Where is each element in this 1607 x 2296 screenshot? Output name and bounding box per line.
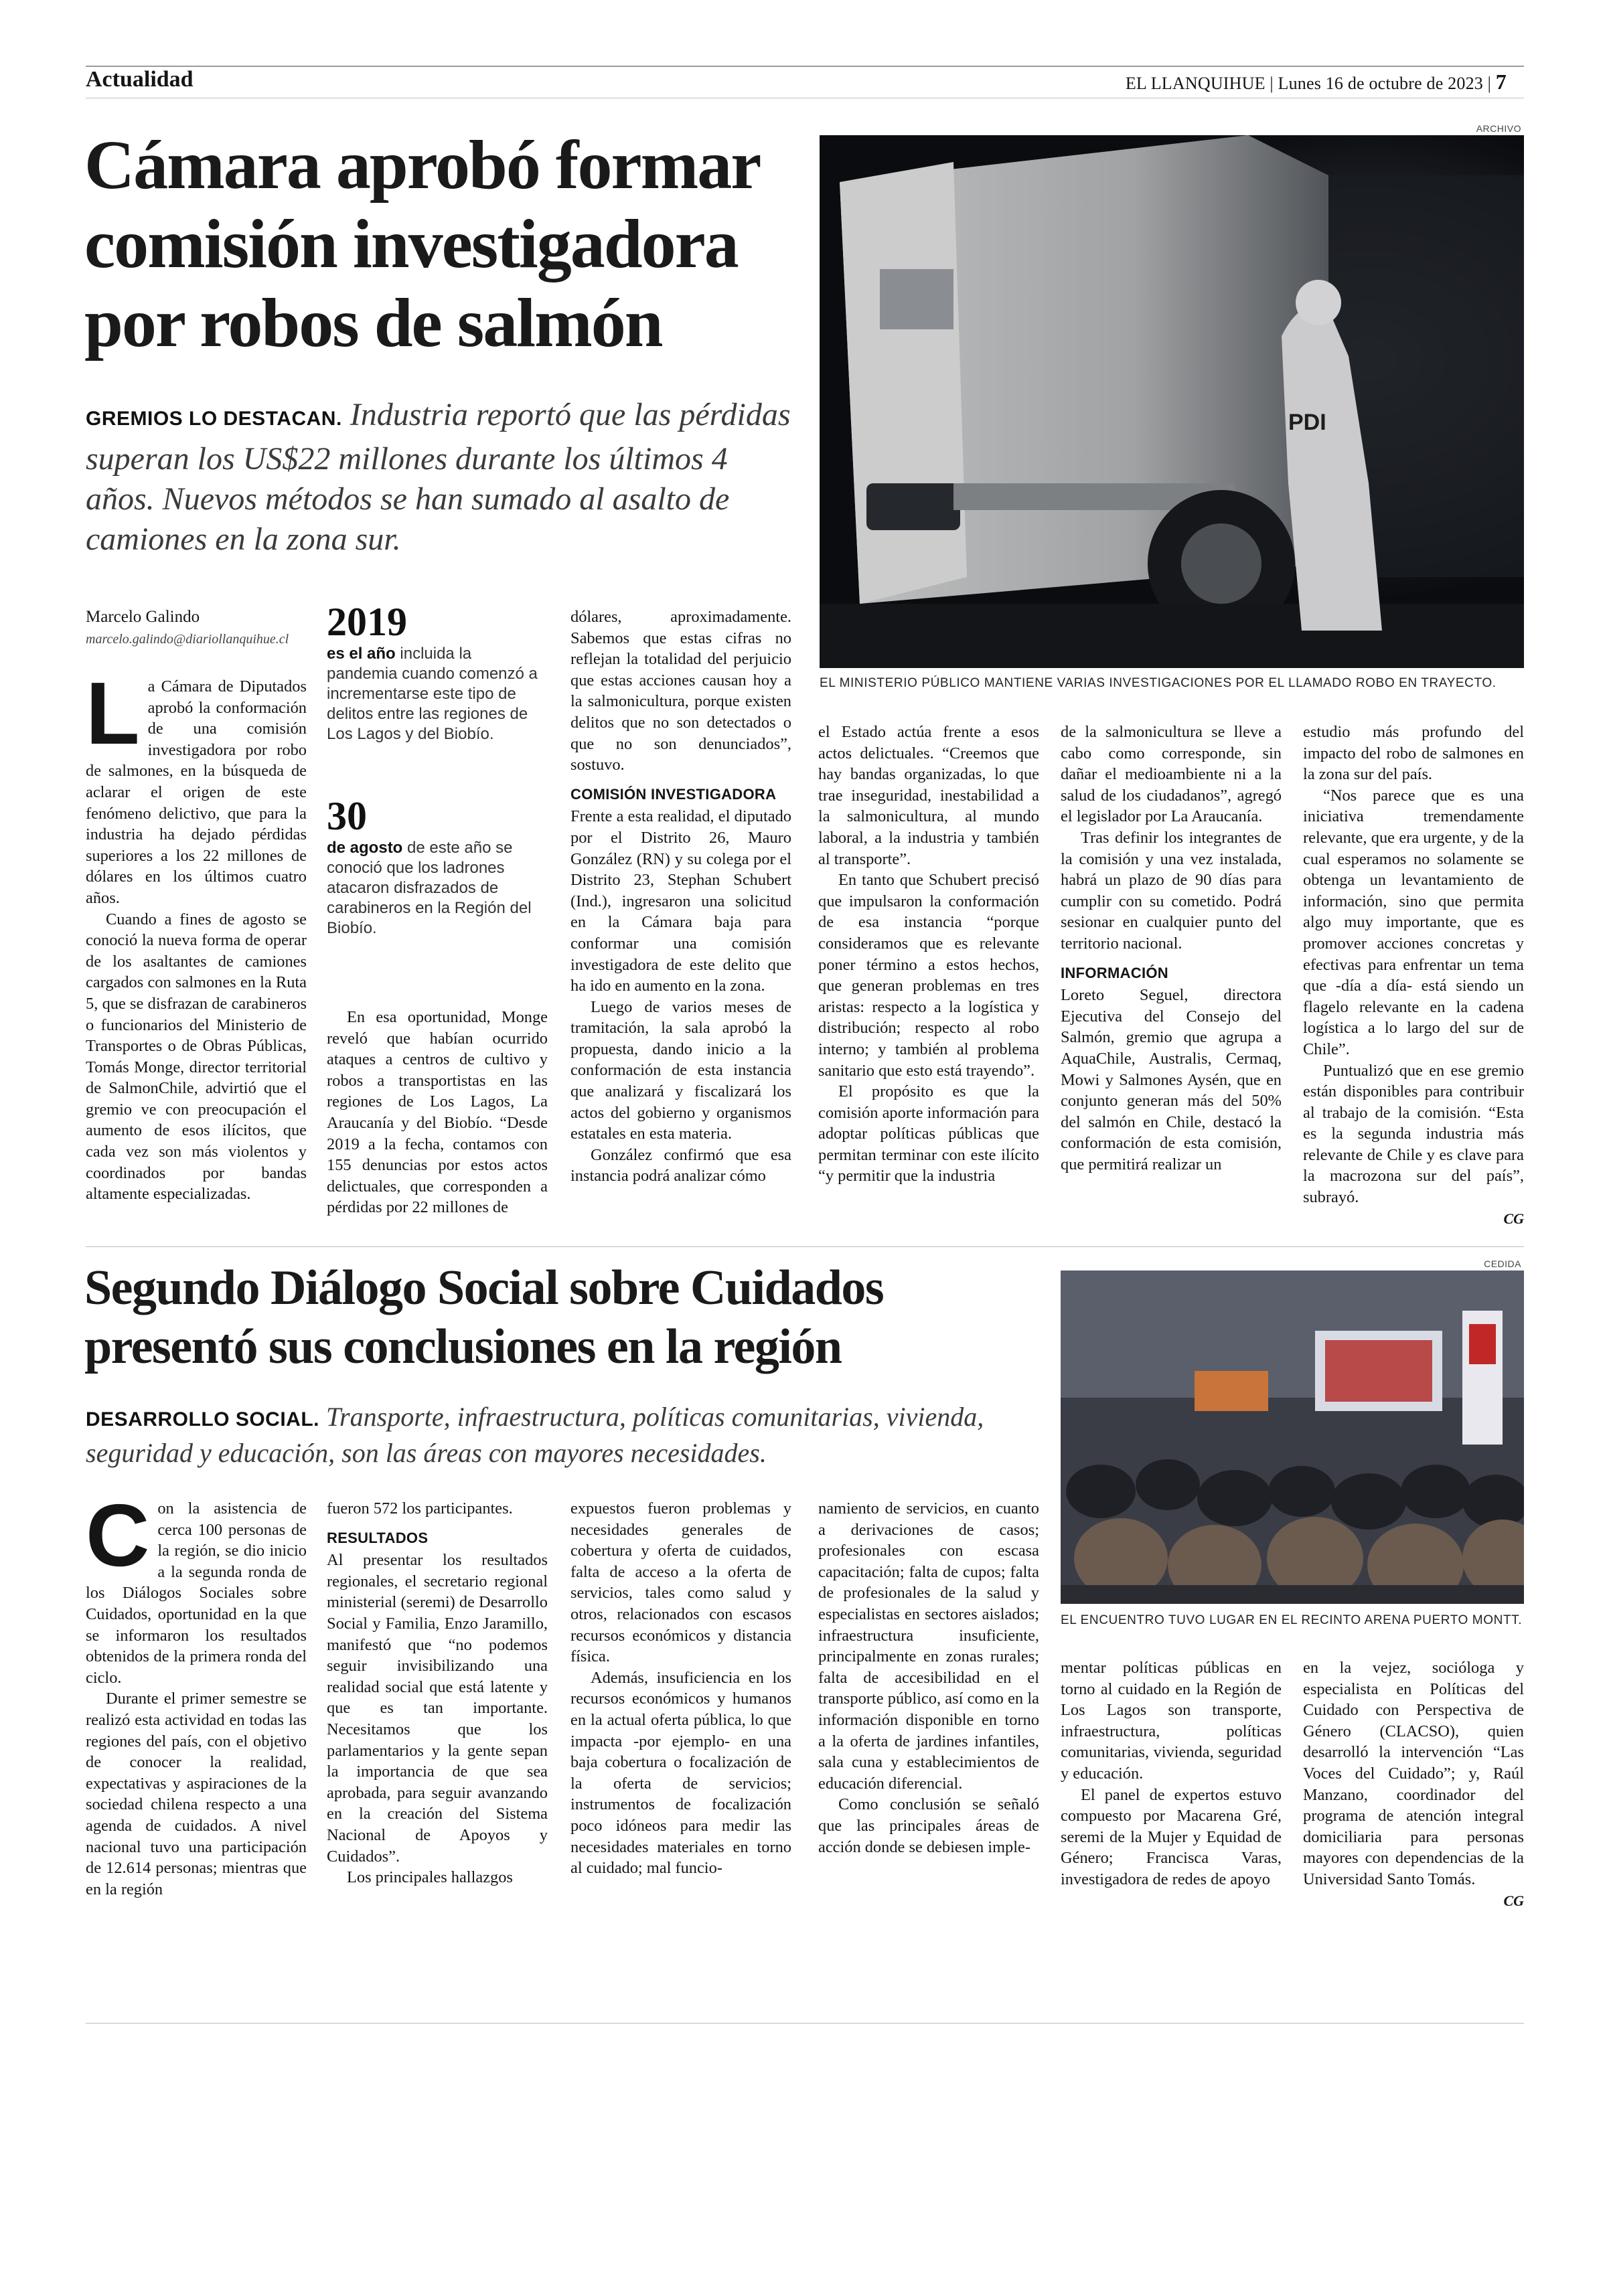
article1-endmark: CG bbox=[1503, 1210, 1524, 1227]
article2-deck bbox=[86, 1400, 996, 1470]
byline-name: Marcelo Galindo bbox=[86, 608, 200, 626]
article1-col1 bbox=[86, 676, 307, 1232]
bottom-rule bbox=[86, 2023, 1524, 2024]
article1-col6-p2: “Nos parece que es una iniciativa tremendamente relevante, que era urgente, y de la cual esperamos no solamente se obtenga un levantamiento de información, sino que permita algo muy importante, que es promover acciones concretas y efectivas para enfrentar un tema que -día a día- está siendo un flagelo relevante en la cadena logística a lo largo del sur de Chile”. bbox=[1303, 786, 1524, 1058]
article2-col6-p1: en la vejez, socióloga y especialista en Políticas del Cuidado con Perspectiva de Género (CLACSO), quien desarrolló la intervención “Las Voces del Cuidado”; y, Raúl Manzano, coordinador del programa de atención integral domiciliaria para personas mayores con dependencias de la Universidad Santo Tomás. bbox=[1303, 1659, 1524, 1888]
fact-2019 bbox=[327, 600, 541, 744]
article1-col4-p3: El propósito es que la comisión aporte información para adoptar políticas públicas que permitan terminar con este ilícito “y permitir que la industria bbox=[818, 1082, 1039, 1185]
article1-col1-p1: a Cámara de Diputados aprobó la conformación de una comisión investigadora por robo de salmones, en la búsqueda de aclarar el origen de este fenómeno delictivo, que para la industria ha dejado pérdidas superiores a los 22 millones de dólares en los últimos cuatro años. bbox=[86, 677, 307, 907]
article2-col3 bbox=[570, 1498, 791, 1910]
article1-col5-p3: Loreto Seguel, directora Ejecutiva del Consejo del Salmón, gremio que agrupa a AquaChile, Australis, Cermaq, Mowi y Salmones Aysén, que en conjunto generan más del 50% del salmón en Chile, destacó la conformación de esta comisión, que permitirá realizar un bbox=[1061, 986, 1282, 1173]
article2-endmark: CG bbox=[1503, 1892, 1524, 1909]
pdi-label: PDI bbox=[1288, 410, 1326, 435]
article1-kicker: GREMIOS LO DESTACAN. bbox=[86, 408, 342, 430]
article2-col2-p3: Los principales hallazgos bbox=[347, 1868, 513, 1887]
truck-night-scene bbox=[820, 135, 1524, 668]
article2-photo-credit: CEDIDA bbox=[1484, 1258, 1521, 1269]
article2-col4-p1: namiento de servicios, en cuanto a derivaciones de casos; profesionales con escasa capacitación; falta de cupos; falta de profesionales de la salud y especialistas en sectores aislados; infraestructura insuficiente, principalmente en zonas rurales; falta de accesibilidad en el transporte público, así como en la información disponible en torno a la oferta de jardines infantiles, sala cuna y establecimientos de educación diferencial. bbox=[818, 1499, 1039, 1793]
article1-deck-text: Industria reportó que las pérdidas superan los US$22 millones durante los últimos 4 años. Nuevos métodos se han sumado al asalto de camiones en la zona sur. bbox=[86, 397, 791, 557]
article1-dropcap: L bbox=[86, 676, 140, 762]
article1-photo bbox=[820, 135, 1524, 668]
article1-col5-p1: de la salmonicultura se lleve a cabo como corresponde, sin dañar el medioambiente ni a la salud de los ciudadanos”, agregó el legislador por La Araucanía. bbox=[1061, 723, 1282, 826]
article2-col4-p2: Como conclusión se señaló que las principales áreas de acción donde se debiesen imple- bbox=[818, 1795, 1039, 1856]
fact1-number: 2019 bbox=[327, 600, 407, 644]
masthead bbox=[1126, 70, 1507, 94]
fact2-text: de este año se conoció que los ladrones atacaron disfrazados de carabineros en la Región del Biobío. bbox=[327, 839, 532, 937]
article1-photo-credit: ARCHIVO bbox=[1476, 123, 1521, 134]
article2-headline: Segundo Diálogo Social sobre Cuidados presentó sus conclusiones en la región bbox=[84, 1260, 884, 1374]
article1-headline: Cámara aprobó formar comisión investigadora por robos de salmón bbox=[84, 127, 759, 361]
article1-col1-p2: Cuando a fines de agosto se conoció la nueva forma de operar de los asaltantes de camiones cargados con salmones en la Ruta 5, que se disfrazan de carabineros o funcionarios del Ministerio de Transportes o de Obras Públicas, Tomás Monge, director territorial de SalmonChile, advirtió que el gremio ve con preocupación el aumento de esos ilícitos, que cada vez son más violentos y coordinados por bandas altamente especializadas. bbox=[86, 910, 307, 1204]
article2-kicker: DESARROLLO SOCIAL. bbox=[86, 1408, 320, 1430]
article1-col6-p3: Puntualizó que en ese gremio están disponibles para contribuir al trabajo de la comisión. “Esta es la segunda industria más relevante de Chile y es clave para la macrozona sur del país”, subrayó. bbox=[1303, 1061, 1524, 1207]
article1-col3-p2: Frente a esta realidad, el diputado por el Distrito 26, Mauro González (RN) y su colega por el Distrito 23, Stephan Schubert (Ind.), ingresaron una solicitud en la Cámara baja para conformar una comisión investigadora de este delito que ha ido en aumento en la zona. bbox=[570, 807, 791, 995]
fact1-text: incluida la pandemia cuando comenzó a incrementarse este tipo de delitos entre las regiones de Los Lagos y del Biobío. bbox=[327, 645, 538, 743]
article1-col5-subhead: INFORMACIÓN bbox=[1061, 964, 1168, 981]
article2-col2-p1: fueron 572 los participantes. bbox=[327, 1499, 513, 1518]
article2-deck-text: Transporte, infraestructura, políticas comunitarias, vivienda, seguridad y educación, son las áreas con mayores necesidades. bbox=[86, 1402, 984, 1468]
article1-col3-p1: dólares, aproximadamente. Sabemos que estas cifras no reflejan la totalidad del perjuicio que estas acciones causan hoy a la salmonicultura, porque existen delitos que no son detectados o que no son denunciados”, sostuvo. bbox=[570, 608, 791, 774]
audience-hall-scene bbox=[1061, 1270, 1524, 1604]
page-number: 7 bbox=[1495, 70, 1507, 94]
article1-col5 bbox=[1061, 722, 1282, 1236]
article2-col5-p1: mentar políticas públicas en torno al cuidado en la Región de Los Lagos son transporte, infraestructura, políticas comunitarias, vivienda, seguridad y educación. bbox=[1061, 1659, 1282, 1783]
article1-col3 bbox=[570, 606, 791, 1236]
article1-col4-p2: En tanto que Schubert precisó que impulsaron la conformación de esa instancia “porque consideramos que es relevante poner término a estos hechos, que generan problemas en tres aristas: respecto a la logística y distribución; respecto al robo interno; y también al problema sanitario que esto está trayendo”. bbox=[818, 871, 1039, 1080]
fact2-lead: de agosto bbox=[327, 839, 403, 857]
article2-col6 bbox=[1303, 1657, 1524, 1910]
article2-col5-p2: El panel de expertos estuvo compuesto por Macarena Gré, seremi de la Mujer y Equidad de Género; Francisca Varas, investigadora de redes de apoyo bbox=[1061, 1785, 1282, 1888]
article1-photo-caption: EL MINISTERIO PÚBLICO MANTIENE VARIAS INVESTIGACIONES POR EL LLAMADO ROBO EN TRAYECTO. bbox=[820, 676, 1497, 690]
article2-col2-subhead: RESULTADOS bbox=[327, 1529, 429, 1546]
fact2-number: 30 bbox=[327, 794, 367, 838]
article2-col5 bbox=[1061, 1657, 1282, 1910]
fact1-lead: es el año bbox=[327, 645, 396, 663]
article2-col4 bbox=[818, 1498, 1039, 1910]
article1-col2 bbox=[327, 1007, 548, 1234]
section-name: Actualidad bbox=[86, 67, 194, 92]
article1-col6 bbox=[1303, 722, 1524, 1236]
article2-col3-p1: expuestos fueron problemas y necesidades generales de cobertura y oferta de cuidados, falta de acceso a la oferta de servicios, tales como salud y otros, relacionados con escasos recursos económicos y distancia física. bbox=[570, 1499, 791, 1666]
article2-photo-caption: EL ENCUENTRO TUVO LUGAR EN EL RECINTO ARENA PUERTO MONTT. bbox=[1061, 1613, 1523, 1627]
article1-deck bbox=[86, 395, 795, 560]
masthead-text: EL LLANQUIHUE | Lunes 16 de octubre de 2023 | bbox=[1125, 74, 1492, 93]
article2-col3-p2: Además, insuficiencia en los recursos económicos y humanos en la actual oferta pública, lo que impacta -por ejemplo- en una baja cobertura o focalización de la oferta de servicios; instrumentos de focalización poco idóneos para medir las necesidades materiales en torno al cuidado; mal funcio- bbox=[570, 1668, 791, 1878]
article2-col2-p2: Al presentar los resultados regionales, el secretario regional ministerial (seremi) de Desarrollo Social y Familia, Enzo Jaramillo, manifestó que “no podemos seguir invisibilizando una realidad social que está latente y que es tan importante. Necesitamos que los parlamentarios y la gente sepan la importancia de que sea aprobada, para seguir avanzando en la creación del Sistema Nacional de Apoyos y Cuidados”. bbox=[327, 1551, 548, 1866]
article2-col2 bbox=[327, 1498, 548, 1910]
article1-col4-p1: el Estado actúa frente a esos actos delictuales. “Creemos que hay bandas organizadas, lo que trae inseguridad, inestabilidad a la salmonicultura, al mundo laboral, a la industria y también al transporte”. bbox=[818, 723, 1039, 868]
article1-col3-subhead: COMISIÓN INVESTIGADORA bbox=[570, 785, 777, 803]
article2-col1-p1: on la asistencia de cerca 100 personas de la región, se dio inicio a la segunda ronda de los Diálogos Sociales sobre Cuidados, oportunidad en la que se informaron los resultados obtenidos de la primera ronda del ciclo. bbox=[86, 1499, 307, 1687]
article1-col3-p3: Luego de varios meses de tramitación, la sala aprobó la propuesta, dando inicio a la conformación de esta instancia que analizará y fiscalizará los actos del gobierno y organismos estatales en esta materia. bbox=[570, 997, 791, 1143]
article2-col1-p2: Durante el primer semestre se realizó esta actividad en todas las regiones del país, con el objetivo de conocer la realidad, expectativas y aspiraciones de la sociedad chilena respecto a una agenda de cuidados. A nivel nacional tuvo una participación de 12.614 personas; mientras que en la región bbox=[86, 1690, 307, 1898]
article1-col2-p1: En esa oportunidad, Monge reveló que habían ocurrido ataques a centros de cultivo y robos a transportistas en las regiones de Los Lagos, La Araucanía y del Biobío. “Desde 2019 a la fecha, contamos con 155 denuncias por estos actos delictuales, que corresponden a pérdidas por 22 millones de bbox=[327, 1008, 548, 1217]
article1-col5-p2: Tras definir los integrantes de la comisión y una vez instalada, habrá un plazo de 90 días para cumplir con su cometido. Podrá sesionar en cualquier punto del territorio nacional. bbox=[1061, 828, 1282, 953]
byline-email: marcelo.galindo@diariollanquihue.cl bbox=[86, 632, 289, 647]
article2-dropcap: C bbox=[86, 1498, 150, 1584]
article-divider bbox=[86, 1246, 1524, 1247]
article1-col6-p1: estudio más profundo del impacto del robo de salmones en la zona sur del país. bbox=[1303, 723, 1524, 784]
fact-30 bbox=[327, 794, 541, 938]
article1-col3-p4: González confirmó que esa instancia podrá analizar cómo bbox=[570, 1145, 791, 1185]
article2-photo bbox=[1061, 1270, 1524, 1604]
article1-col4 bbox=[818, 722, 1039, 1236]
top-rule bbox=[86, 66, 1524, 67]
article2-col1 bbox=[86, 1498, 307, 1910]
